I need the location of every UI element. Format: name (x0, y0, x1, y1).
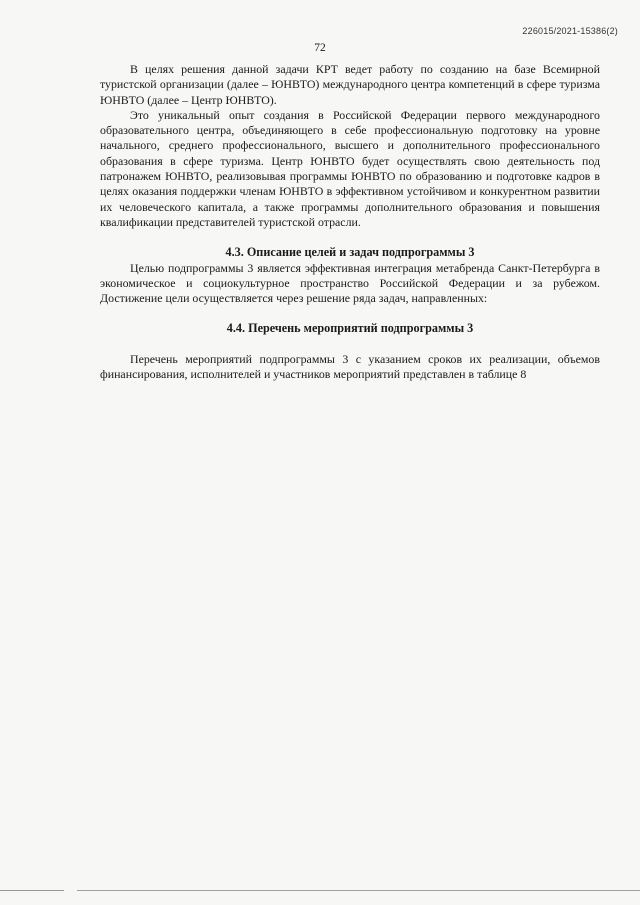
paragraph: Целью подпрограммы 3 является эффективная интеграция метабренда Санкт-Петербурга в экономическое и социокультурное пространство Российской Федерации и за рубежом. Достижение цели осуществляется через решение ряда задач, направленных: (100, 260, 600, 306)
section-heading-4-3: 4.3. Описание целей и задач подпрограммы 3 (225, 245, 475, 260)
paragraph: Это уникальный опыт создания в Российской Федерации первого международного образовательного центра, объединяющего в себе профессиональную подготовку на уровне начального, среднего профессионального, высшего и дополнительного профессионального образования в сфере туризма. Центр ЮНВТО будет осуществлять свою деятельность под патронажем ЮНВТО, реализовывая программы ЮНВТО по образованию и подготовке кадров в целях оказания поддержки членам ЮНВТО в эффективном устойчивом и конкурентном развитии их человеческого капитала, а также программы дополнительного образования и повышения квалификации представителей туристской отрасли. (100, 107, 600, 229)
page-number: 72 (314, 42, 326, 54)
document-number: 226015/2021-15386(2) (522, 26, 618, 36)
footer-divider (0, 890, 640, 891)
paragraph: Перечень мероприятий подпрограммы 3 с указанием сроков их реализации, объемов финансирования, исполнителей и участников мероприятий представлен в таблице 8 (100, 351, 600, 382)
paragraph: В целях решения данной задачи КРТ ведет работу по созданию на базе Всемирной туристской организации (далее – ЮНВТО) международного центра компетенций в сфере туризма ЮНВТО (далее – Центр ЮНВТО). (100, 62, 600, 107)
section-heading-4-4: 4.4. Перечень мероприятий подпрограммы 3 (226, 321, 474, 336)
document-body (100, 62, 600, 382)
